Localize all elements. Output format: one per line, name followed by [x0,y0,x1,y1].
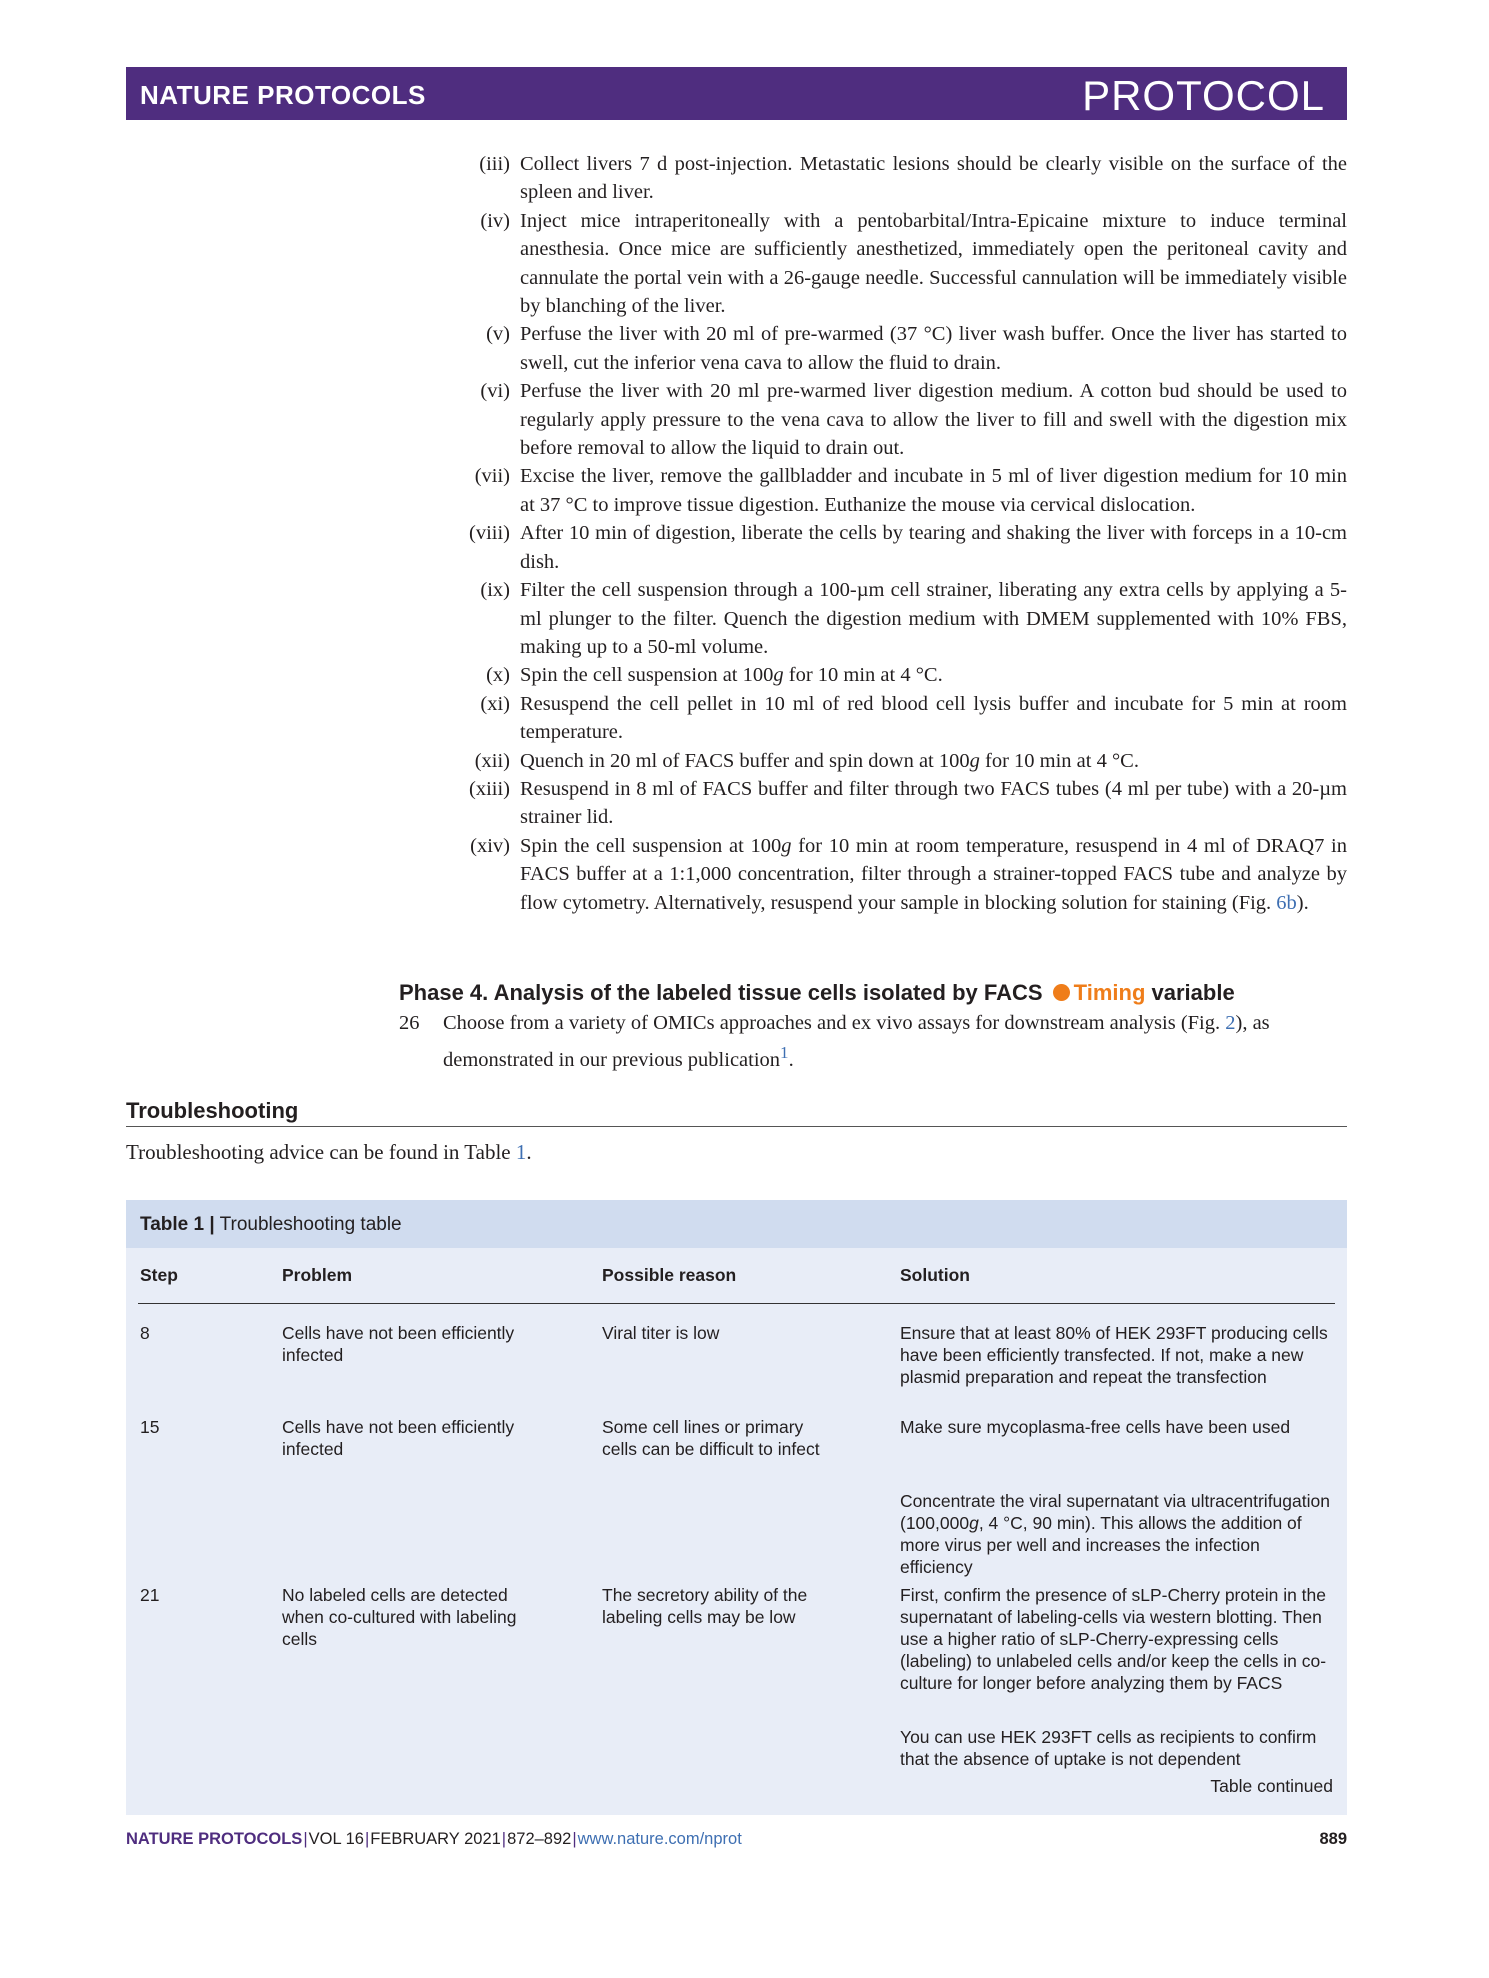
section-divider [126,1126,1347,1127]
substep-text: Spin the cell suspension at 100 [520,664,774,687]
footer-journal: NATURE PROTOCOLS [126,1830,303,1848]
cell-problem: Cells have not been efficiently infected [282,1323,515,1365]
footer-separator: | [364,1830,370,1848]
solution-text: Concentrate the viral supernatant via ultracentrifugation (100,000 [900,1491,1330,1533]
substep [440,690,1347,747]
citation-link[interactable]: 1 [780,1043,789,1062]
substep-text: Quench in 20 ml of FACS buffer and spin down at 100 [520,749,970,772]
column-header-solution: Solution [900,1265,970,1285]
timing-value: variable [1151,980,1235,1005]
substep-text: for 10 min at 4 °C. [979,749,1139,772]
column-header-reason: Possible reason [602,1265,737,1285]
substep-text: Resuspend the cell pellet in 10 ml of red blood cell lysis buffer and incubate for 5 min at room temperature. [520,692,1347,744]
cell-solution: First, confirm the presence of sLP-Cherry protein in the supernatant of labeling-cells via western blotting. Then use a higher ratio of sLP-Cherry-expressing cells (labeling) to unlabeled cells and/or keep the cells in co-culture for longer before analyzing them by FACS [900,1585,1327,1693]
article-type: PROTOCOL [1082,72,1325,119]
substep-text: Filter the cell suspension through a 100-µm cell strainer, liberating any extra cells by applying a 5-ml plunger to the filter. Quench the digestion medium with DMEM supplemented with 10% FBS, making up to a 50-ml volume. [520,579,1347,658]
procedure-step-26 [399,1009,1347,1075]
advice-text: Troubleshooting advice can be found in Table [126,1140,516,1164]
phase-title: Phase 4. Analysis of the labeled tissue cells isolated by FACS [399,980,1043,1005]
g-unit: g [969,749,980,772]
substep-text: for 10 min at 4 °C. [783,664,943,687]
journal-name: NATURE PROTOCOLS [140,80,426,110]
substep [440,775,1347,832]
footer-date: FEBRUARY 2021 [370,1830,501,1848]
substep-text: Spin the cell suspension at 100 [520,834,782,857]
cell-solution [900,1490,1330,1578]
table-link[interactable]: 1 [515,1140,527,1164]
substep-number: (vi) [480,380,510,403]
header-divider [138,1303,1335,1304]
footer-pages: 872–892 [507,1830,572,1848]
g-unit: g [781,834,792,857]
cell-reason: Some cell lines or primary cells can be difficult to infect [602,1417,820,1459]
substep [440,377,1347,462]
substep [440,462,1347,519]
substep-number: (xii) [474,749,510,772]
cell-reason: The secretory ability of the labeling cells may be low [602,1585,808,1627]
procedure-substeps [440,150,1347,917]
substep-text: Perfuse the liver with 20 ml of pre-warmed (37 °C) liver wash buffer. Once the liver has started to swell, cut the inferior vena cava to allow the fluid to drain. [520,323,1347,374]
step-text: . [788,1048,794,1071]
table-label: Table 1 | [140,1214,215,1235]
step-text: Choose from a variety of OMICs approaches and ex vivo assays for downstream analysis (Fig. [443,1012,1226,1034]
advice-text: . [526,1140,532,1164]
substep-number: (v) [486,323,510,346]
substep [440,832,1347,917]
substep [440,747,1347,775]
substep-number: (xiv) [470,834,510,857]
substep [440,576,1347,661]
table-continued-note: Table continued [1210,1776,1333,1796]
substep [440,320,1347,377]
solution-text: , 4 °C, 90 min). This allows the addition of more virus per well and increases the infection efficiency [900,1513,1302,1577]
cell-solution: You can use HEK 293FT cells as recipients to confirm that the absence of uptake is not dependent [900,1727,1317,1769]
timing-dot-icon [1053,984,1070,1001]
cell-step: 8 [140,1323,150,1343]
troubleshooting-table [126,1200,1347,1815]
cell-solution: Make sure mycoplasma-free cells have been used [900,1417,1291,1437]
substep-text: Inject mice intraperitoneally with a pentobarbital/Intra-Epicaine mixture to induce terminal anesthesia. Once mice are sufficiently anesthetized, immediately open the peritoneal cavity and cannulate the portal vein with a 26-gauge needle. Successful cannulation will be immediately visible by blanching of the liver. [520,209,1347,318]
substep [440,519,1347,576]
page-footer [126,1830,1347,1849]
substep-number: (ix) [480,579,510,602]
footer-separator: | [572,1830,577,1848]
substep-text: Excise the liver, remove the gallbladder and incubate in 5 ml of liver digestion medium for 10 min at 37 °C to improve tissue digestion. Euthanize the mouse via cervical dislocation. [520,465,1347,516]
cell-problem: Cells have not been efficiently infected [282,1417,515,1459]
substep-text: ). [1296,891,1309,914]
table-caption-bar [126,1200,1347,1248]
substep-text: Collect livers 7 d post-injection. Metastatic lesions should be clearly visible on the surface of the spleen and liver. [520,153,1347,204]
page-number: 889 [1319,1830,1347,1848]
figure-link[interactable]: 2 [1225,1012,1236,1034]
substep-text: Perfuse the liver with 20 ml pre-warmed liver digestion medium. A cotton bud should be used to regularly apply pressure to the vena cava to allow the liver to fill and swell with the digestion mix before removal to allow the liquid to drain out. [520,380,1347,460]
cell-reason: Viral titer is low [602,1323,720,1343]
substep-number: (iv) [480,209,510,232]
footer-volume: VOL 16 [308,1830,364,1848]
step-body [399,1009,1347,1075]
g-unit: g [969,1513,979,1533]
substep-number: (viii) [469,522,510,545]
figure-link[interactable]: 6b [1276,891,1297,914]
section-heading: Troubleshooting [126,1098,299,1123]
journal-header-bar [126,67,1347,120]
table-title: Troubleshooting table [219,1214,402,1235]
substep [440,661,1347,689]
cell-step: 15 [140,1417,160,1437]
troubleshooting-advice [126,1140,532,1165]
substep-number: (xiii) [469,777,510,800]
substep-text: After 10 min of digestion, liberate the cells by tearing and shaking the liver with forceps in a 10-cm dish. [520,522,1347,573]
step-number: 26 [399,1012,420,1034]
substep-number: (xi) [480,692,510,715]
step-text: ), as demonstrated in our previous publication [443,1012,1270,1071]
substep [440,150,1347,207]
column-header-problem: Problem [282,1265,353,1285]
cell-solution: Ensure that at least 80% of HEK 293FT producing cells have been efficiently transfected. If not, make a new plasmid preparation and repeat the transfection [900,1323,1328,1387]
cell-step: 21 [140,1585,160,1605]
substep [440,207,1347,321]
substep-text: Resuspend in 8 ml of FACS buffer and filter through two FACS tubes (4 ml per tube) with a 20-µm strainer lid. [520,777,1347,829]
substep-number: (iii) [479,153,510,175]
phase-heading [399,980,1235,1006]
table-caption [140,1214,402,1236]
column-header-step: Step [140,1265,178,1285]
substep-number: (vii) [474,465,510,488]
journal-url-link[interactable]: www.nature.com/nprot [577,1830,742,1848]
substep-number: (x) [486,664,510,687]
footer-separator: | [501,1830,507,1848]
cell-problem: No labeled cells are detected when co-cultured with labeling cells [282,1585,517,1649]
g-unit: g [773,664,784,687]
substep-text: for 10 min at room temperature, resuspend in 4 ml of DRAQ7 in FACS buffer at a 1:1,000 concentration, filter through a strainer-topped FACS tube and analyze by flow cytometry. Alternatively, resuspend your sample in blocking solution for staining (Fig. [520,834,1347,914]
footer-separator: | [303,1830,308,1848]
timing-label: Timing [1073,980,1146,1005]
